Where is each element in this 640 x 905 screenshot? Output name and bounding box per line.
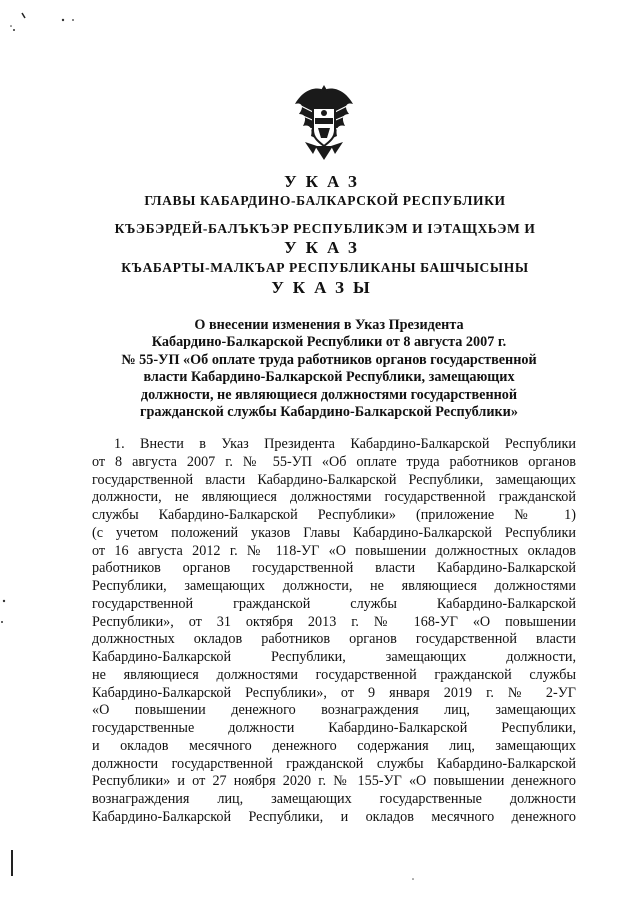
body-line: Кабардино-Балкарской Республики, и окладов месячного денежного (92, 808, 576, 825)
body-line: должности государственной гражданской службы Кабардино-Балкарской (92, 755, 576, 772)
body-line: Республики» и от 27 ноября 2020 г. № 155-УГ «О повышении денежного (92, 773, 576, 790)
body-line: государственной власти Кабардино-Балкарской Республики, замещающих (92, 471, 576, 488)
body-line: (с учетом положений указов Главы Кабардино-Балкарской Республики (92, 524, 576, 541)
body-line: работников органов государственной власти Кабардино-Балкарской (92, 560, 576, 577)
title-line: должности, не являющиеся должностями государственной (140, 386, 518, 403)
body-line: вознаграждения лиц, замещающих государственные должности (92, 791, 576, 807)
body-line: Кабардино-Балкарской Республики», от 9 января 2019 г. № 2-УГ (92, 684, 576, 701)
body-line: «О повышении денежного вознаграждения лиц, замещающих (92, 702, 576, 719)
title-line: власти Кабардино-Балкарской Республики, замещающих (143, 369, 515, 386)
body-line: службы Кабардино-Балкарской Республики» (приложение № 1) (92, 507, 576, 523)
body-line: Республики», от 31 октября 2013 г. № 168-УГ «О повышении (92, 613, 576, 630)
body-line: от 8 августа 2007 г. № 55-УП «Об оплате труда работников органов (92, 453, 576, 470)
title-line: гражданской службы Кабардино-Балкарской Республики» (140, 404, 518, 421)
body-line: должностных окладов работников органов государственной власти (92, 631, 576, 648)
decree-heading-kab: УКАЗ (284, 238, 366, 257)
body-line: Республики, замещающих должности, не являющиеся должностями (92, 578, 576, 594)
title-line: О внесении изменения в Указ Президента (194, 317, 464, 333)
body-line: 1. Внести в Указ Президента Кабардино-Балкарской Республики (114, 436, 576, 452)
decree-title (98, 317, 560, 421)
body-line: должности, не являющиеся должностями государственной гражданской (92, 489, 576, 506)
decree-body (92, 436, 576, 827)
body-line: государственной гражданской службы Кабардино-Балкарской (92, 595, 576, 612)
issuer-name-ru: ГЛАВЫ КАБАРДИНО-БАЛКАРСКОЙ РЕСПУБЛИКИ (144, 193, 506, 208)
body-line: от 16 августа 2012 г. № 118-УГ «О повышении должностных окладов (92, 542, 576, 559)
body-line: и окладов месячного денежного содержания лиц, замещающих (92, 737, 576, 754)
body-line: Кабардино-Балкарской Республики, замещающих должности, (92, 649, 576, 665)
body-line: государственные должности Кабардино-Балкарской Республики, (92, 720, 576, 736)
title-line: № 55-УП «Об оплате труда работников органов государственной (121, 351, 537, 368)
decree-heading-ru: УКАЗ (284, 172, 366, 191)
decree-heading-bal: УКАЗЫ (271, 278, 379, 297)
body-line: не являющиеся должностями государственной гражданской службы (92, 666, 576, 683)
issuer-name-bal: КЪАБАРТЫ-МАЛКЪАР РЕСПУБЛИКАНЫ БАШЧЫСЫНЫ (121, 260, 529, 275)
coat-of-arms-icon (291, 84, 357, 162)
title-line: Кабардино-Балкарской Республики от 8 августа 2007 г. (151, 334, 507, 351)
issuer-name-kab: КЪЭБЭРДЕЙ-БАЛЪКЪЭР РЕСПУБЛИКЭМ И ІЭТАЩХЬЭМ И (114, 221, 536, 236)
